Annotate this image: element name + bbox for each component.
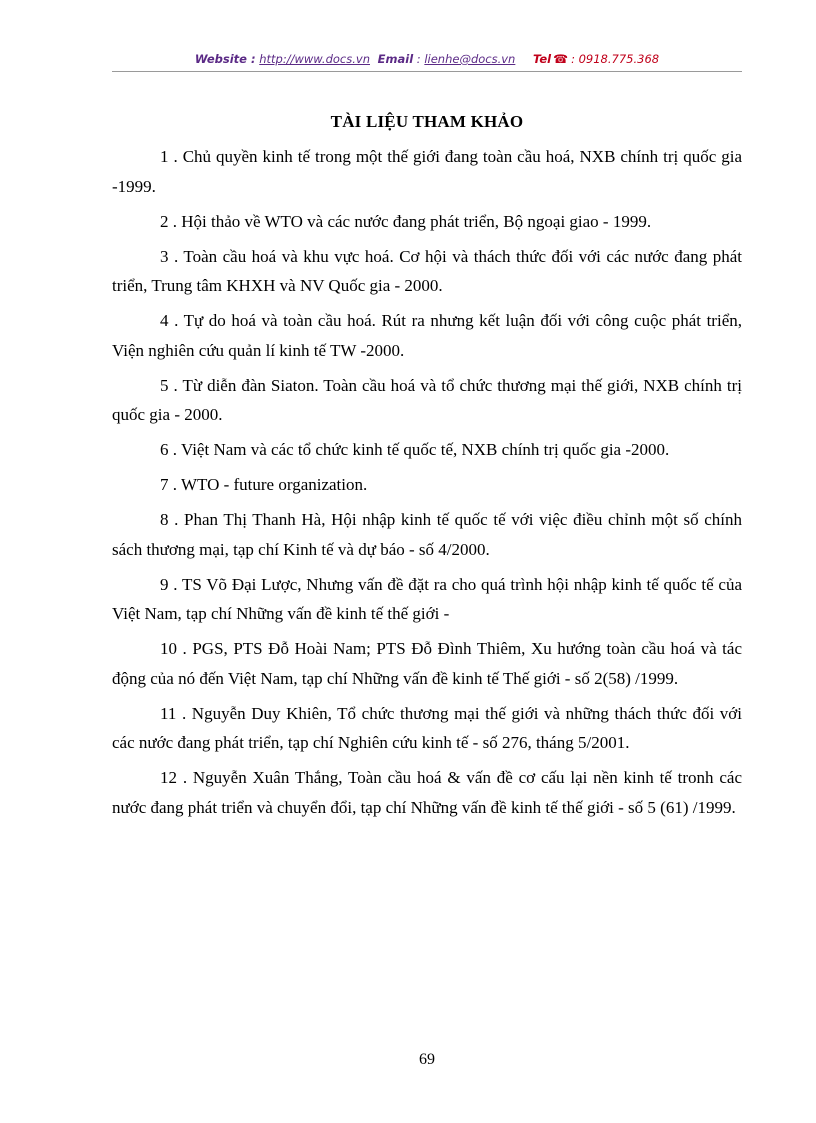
reference-item: 6 . Việt Nam và các tổ chức kinh tế quốc tế, NXB chính trị quốc gia -2000. [160, 440, 670, 459]
reference-item: 5 . Từ diễn đàn Siaton. Toàn cầu hoá và tổ chức thương mại thế giới, NXB chính trị quốc gia - 2000. [112, 375, 742, 424]
reference-item: 11 . Nguyễn Duy Khiên, Tổ chức thương mại thế giới và những thách thức đối với các nước đang phát triển, tạp chí Nghiên cứu kinh tế - số 276, tháng 5/2001. [112, 703, 742, 752]
reference-item: 12 . Nguyễn Xuân Thắng, Toàn cầu hoá & vấn đề cơ cấu lại nền kinh tế tronh các nước đang phát triển và chuyển đổi, tạp chí Những vấn đề kinh tế thế giới - số 5 (61) /1999. [112, 768, 742, 817]
page-title: TÀI LIỆU THAM KHẢO [330, 112, 524, 131]
reference-item: 2 . Hội thảo về WTO và các nước đang phát triển, Bộ ngoại giao - 1999. [160, 211, 652, 231]
email-separator: : [416, 52, 421, 66]
website-label: Website : [194, 52, 256, 66]
website-link[interactable]: http://www.docs.vn [259, 52, 370, 66]
reference-item: 8 . Phan Thị Thanh Hà, Hội nhập kinh tế quốc tế với việc điều chỉnh một số chính sách thương mại, tạp chí Kinh tế và dự báo - số 4/2000. [112, 510, 742, 559]
header-divider [112, 71, 742, 72]
email-label: Email [377, 52, 414, 66]
email-link[interactable]: lienhe@docs.vn [424, 52, 516, 66]
tel-label: Tel [533, 52, 552, 66]
phone-icon: ☎ [553, 52, 569, 66]
page-number: 69 [419, 1051, 435, 1068]
page-header [112, 52, 742, 66]
tel-number: : 0918.775.368 [571, 52, 660, 66]
reference-item: 10 . PGS, PTS Đỗ Hoài Nam; PTS Đỗ Đình Thiêm, Xu hướng toàn cầu hoá và tác động của nó đến Việt Nam, tạp chí Những vấn đề kinh tế Thế giới - số 2(58) /1999. [112, 639, 742, 688]
reference-item: 9 . TS Võ Đại Lược, Nhưng vấn đề đặt ra cho quá trình hội nhập kinh tế quốc tế của Việt Nam, tạp chí Những vấn đề kinh tế thế giới - [112, 574, 742, 623]
reference-item: 3 . Toàn cầu hoá và khu vực hoá. Cơ hội và thách thức đối với các nước đang phát triển, Trung tâm KHXH và NV Quốc gia - 2000. [112, 246, 742, 295]
reference-item: 1 . Chủ quyền kinh tế trong một thế giới đang toàn cầu hoá, NXB chính trị quốc gia -1999. [112, 147, 742, 196]
reference-item: 7 . WTO - future organization. [160, 475, 368, 494]
reference-list [112, 142, 742, 828]
reference-item: 4 . Tự do hoá và toàn cầu hoá. Rút ra nhưng kết luận đối với công cuộc phát triển, Viện nghiên cứu quản lí kinh tế TW -2000. [112, 311, 742, 360]
